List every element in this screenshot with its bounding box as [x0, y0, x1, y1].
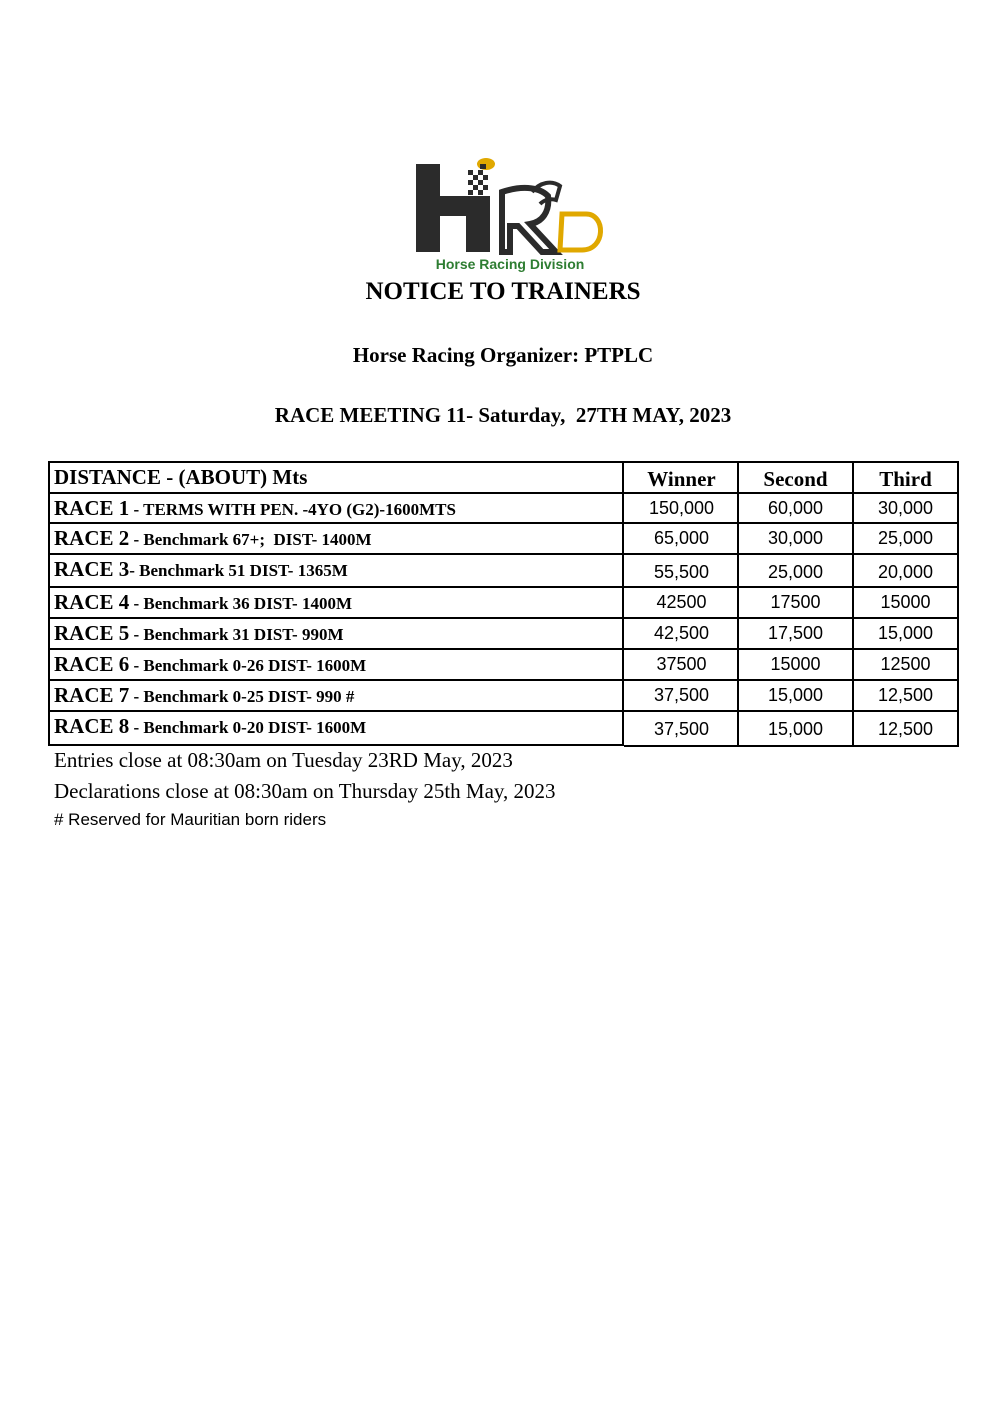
race-description: - Benchmark 0-25 DIST- 990 #: [129, 687, 355, 706]
prize-winner: 37500: [656, 654, 707, 674]
prize-winner: 37,500: [653, 719, 710, 739]
race-number: RACE 7: [54, 683, 130, 707]
prize-second: 25,000: [767, 562, 824, 582]
race-label: [54, 621, 344, 646]
prize-third: 15,000: [877, 623, 934, 643]
prize-winner: 37,500: [653, 685, 710, 705]
race-number: RACE 1: [54, 496, 130, 520]
race-number: RACE 2: [54, 526, 130, 550]
header-second: Second: [763, 467, 828, 491]
prize-winner: 42,500: [653, 623, 710, 643]
race-description: - Benchmark 51 DIST- 1365M: [129, 561, 348, 580]
race-label: [54, 683, 354, 708]
prize-third: 25,000: [877, 528, 934, 548]
table-row: [48, 523, 959, 554]
header-winner: Winner: [647, 467, 716, 491]
race-number: RACE 6: [54, 652, 130, 676]
prize-third: 12,500: [877, 685, 934, 705]
prize-winner: 65,000: [653, 528, 710, 548]
race-description: - Benchmark 31 DIST- 990M: [129, 625, 344, 644]
table-header-row: [48, 461, 959, 493]
prize-third: 12,500: [877, 719, 934, 739]
prize-third: 12500: [880, 654, 931, 674]
race-label: [54, 652, 366, 677]
table-row: [48, 493, 959, 523]
declarations-note: Declarations close at 08:30am on Thursday 25th May, 2023: [54, 779, 556, 803]
race-number: RACE 4: [54, 590, 130, 614]
page-title: NOTICE TO TRAINERS: [365, 278, 641, 305]
table-row: [48, 711, 959, 746]
race-number: RACE 5: [54, 621, 130, 645]
race-number: RACE 8: [54, 714, 130, 738]
meeting-line: RACE MEETING 11- Saturday, 27TH MAY, 2023: [274, 403, 732, 427]
organizer-line: Horse Racing Organizer: PTPLC: [352, 343, 654, 367]
prize-third: 30,000: [877, 498, 934, 518]
race-description: - Benchmark 0-26 DIST- 1600M: [129, 656, 367, 675]
header-third: Third: [879, 467, 932, 491]
table-row: [48, 649, 959, 680]
race-table: [48, 461, 959, 747]
prize-second: 15,000: [767, 685, 824, 705]
race-label: [54, 590, 352, 615]
logo-caption: Horse Racing Division: [435, 256, 585, 272]
prize-winner: 42500: [656, 592, 707, 612]
hrd-logo-mark: [410, 152, 610, 256]
entries-note: Entries close at 08:30am on Tuesday 23RD May, 2023: [54, 748, 513, 772]
race-description: - TERMS WITH PEN. -4YO (G2)-1600MTS: [129, 500, 456, 519]
table-row: [48, 680, 959, 711]
race-description: - Benchmark 0-20 DIST- 1600M: [129, 718, 367, 737]
hrd-logo: [410, 152, 610, 274]
prize-second: 17,500: [767, 623, 824, 643]
race-description: - Benchmark 67+; DIST- 1400M: [129, 530, 372, 549]
prize-second: 30,000: [767, 528, 824, 548]
reserved-note: # Reserved for Mauritian born riders: [54, 810, 327, 829]
race-number: RACE 3: [54, 557, 130, 581]
table-row: [48, 554, 959, 587]
prize-winner: 150,000: [648, 498, 715, 518]
race-label: [54, 557, 348, 582]
prize-second: 15000: [770, 654, 821, 674]
prize-third: 15000: [880, 592, 931, 612]
table-row: [48, 618, 959, 649]
table-row: [48, 587, 959, 618]
prize-second: 60,000: [767, 498, 824, 518]
prize-second: 15,000: [767, 719, 824, 739]
prize-third: 20,000: [877, 562, 934, 582]
header-distance: DISTANCE - (ABOUT) Mts: [54, 465, 308, 489]
prize-second: 17500: [770, 592, 821, 612]
race-label: [54, 714, 366, 739]
race-label: [54, 526, 372, 551]
prize-winner: 55,500: [653, 562, 710, 582]
race-description: - Benchmark 36 DIST- 1400M: [129, 594, 353, 613]
race-label: [54, 496, 456, 521]
